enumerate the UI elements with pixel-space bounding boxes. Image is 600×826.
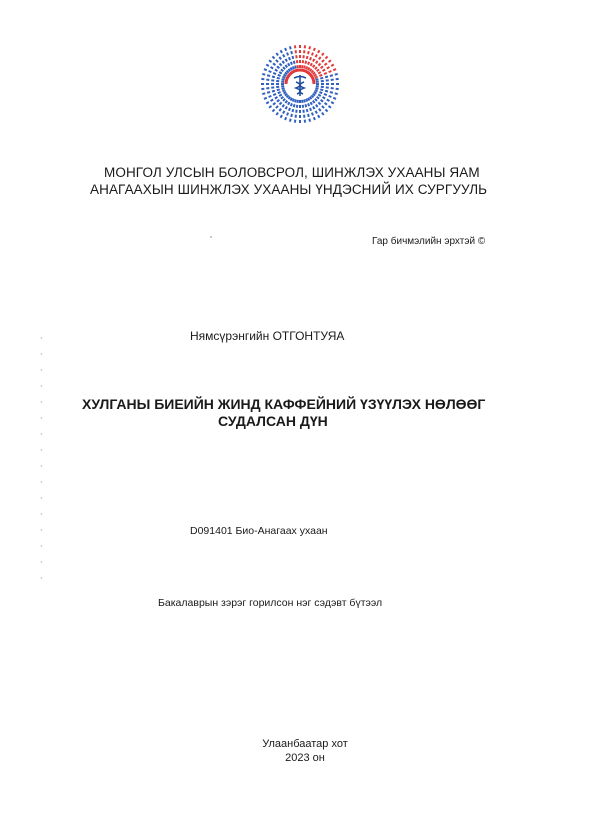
emblem-ray xyxy=(295,43,298,68)
thesis-title-line-2: СУДАЛСАН ДҮН xyxy=(218,413,328,429)
emblem-ray xyxy=(259,86,284,89)
program-code: D091401 Био-Анагаах ухаан xyxy=(190,525,328,537)
year: 2023 он xyxy=(285,752,325,764)
institution-name xyxy=(90,164,510,198)
thesis-title-line-1: ХУЛГАНЫ БИЕИЙН ЖИНД КАФФЕЙНИЙ ҮЗҮҮЛЭХ НӨЛӨӨГ xyxy=(82,396,486,412)
thesis-title xyxy=(82,396,522,430)
scan-speck xyxy=(210,236,212,238)
place-and-year xyxy=(0,737,600,765)
emblem-ray xyxy=(302,100,305,125)
institution-line-2: АНАГААХЫН ШИНЖЛЭХ УХААНЫ ҮНДЭСНИЙ ИХ СУРГУУЛЬ xyxy=(90,182,488,197)
degree-statement: Бакалаврын зэрэг горилсон нэг сэдэвт бүтээл xyxy=(158,597,383,609)
copyright-notice: Гар бичмэлийн эрхтэй © xyxy=(372,236,486,247)
scan-margin-dots xyxy=(40,330,43,590)
emblem-ray xyxy=(302,43,305,68)
place: Улаанбаатар хот xyxy=(262,738,348,750)
emblem-ray xyxy=(259,79,284,82)
institution-line-1: МОНГОЛ УЛСЫН БОЛОВСРОЛ, ШИНЖЛЭХ УХААНЫ ЯАМ xyxy=(104,165,480,180)
emblem-ray xyxy=(316,86,341,89)
university-emblem-icon xyxy=(258,42,342,126)
emblem-ray xyxy=(316,79,341,82)
author-name: Нямсүрэнгийн ОТГОНТУЯА xyxy=(190,329,345,343)
emblem-ray xyxy=(295,100,298,125)
